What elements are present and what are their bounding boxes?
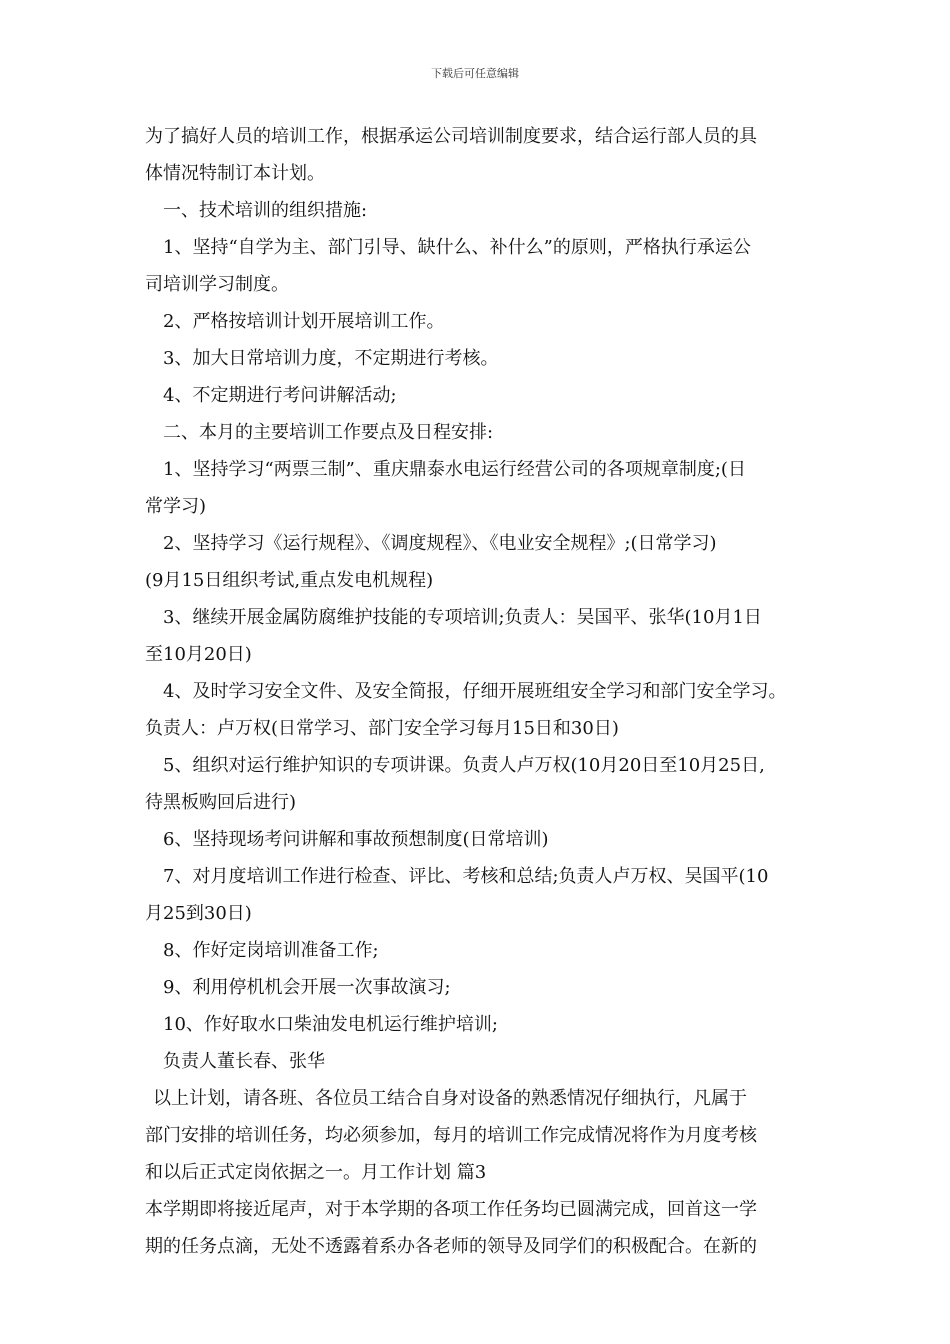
paragraph-line: (9月15日组织考试,重点发电机规程) [145, 570, 434, 591]
paragraph-line: 期的任务点滴，无处不透露着系办各老师的领导及同学们的积极配合。在新的 [145, 1236, 757, 1257]
list-item: 1、坚持“自学为主、部门引导、缺什么、补什么”的原则，严格执行承运公 [163, 237, 751, 258]
list-item: 6、坚持现场考问讲解和事故预想制度(日常培训) [163, 829, 549, 850]
list-item: 4、及时学习安全文件、及安全简报，仔细开展班组安全学习和部门安全学习。 [163, 681, 787, 702]
list-item: 4、不定期进行考问讲解活动; [163, 385, 397, 406]
paragraph-line: 常学习) [145, 496, 207, 517]
paragraph-line: 司培训学习制度。 [145, 274, 289, 295]
paragraph-line: 为了搞好人员的培训工作，根据承运公司培训制度要求，结合运行部人员的具 [145, 126, 757, 147]
list-item: 2、严格按培训计划开展培训工作。 [163, 311, 445, 332]
list-item: 8、作好定岗培训准备工作; [163, 940, 379, 961]
list-item: 2、坚持学习《运行规程》、《调度规程》、《电业安全规程》;(日常学习) [163, 533, 717, 554]
section-heading: 二、本月的主要培训工作要点及日程安排: [163, 422, 494, 443]
paragraph-line: 本学期即将接近尾声，对于本学期的各项工作任务均已圆满完成，回首这一学 [145, 1199, 757, 1220]
paragraph-line: 至10月20日) [145, 644, 252, 665]
paragraph-line: 部门安排的培训任务，均必须参加，每月的培训工作完成情况将作为月度考核 [145, 1125, 757, 1146]
paragraph-line: 负责人董长春、张华 [163, 1051, 325, 1072]
paragraph-line: 待黑板购回后进行) [145, 792, 297, 813]
list-item: 7、对月度培训工作进行检查、评比、考核和总结;负责人卢万权、吴国平(10 [163, 866, 769, 887]
list-item: 3、加大日常培训力度，不定期进行考核。 [163, 348, 499, 369]
page-header: 下载后可任意编辑 [431, 67, 519, 80]
list-item: 9、利用停机机会开展一次事故演习; [163, 977, 451, 998]
list-item: 3、继续开展金属防腐维护技能的专项培训;负责人：吴国平、张华(10月1日 [163, 607, 762, 628]
paragraph-line: 以上计划，请各班、各位员工结合自身对设备的熟悉情况仔细执行，凡属于 [153, 1088, 747, 1109]
paragraph-line: 负责人：卢万权(日常学习、部门安全学习每月15日和30日) [145, 718, 619, 739]
section-heading: 一、技术培训的组织措施: [163, 200, 368, 221]
list-item: 10、作好取水口柴油发电机运行维护培训; [163, 1014, 498, 1035]
document-body [145, 118, 813, 1265]
paragraph-line: 和以后正式定岗依据之一。月工作计划 篇3 [145, 1162, 487, 1183]
paragraph-line: 体情况特制订本计划。 [145, 163, 325, 184]
list-item: 1、坚持学习“两票三制”、重庆鼎泰水电运行经营公司的各项规章制度;(日 [163, 459, 746, 480]
paragraph-line: 月25到30日) [145, 903, 252, 924]
list-item: 5、组织对运行维护知识的专项讲课。负责人卢万权(10月20日至10月25日, [163, 755, 765, 776]
